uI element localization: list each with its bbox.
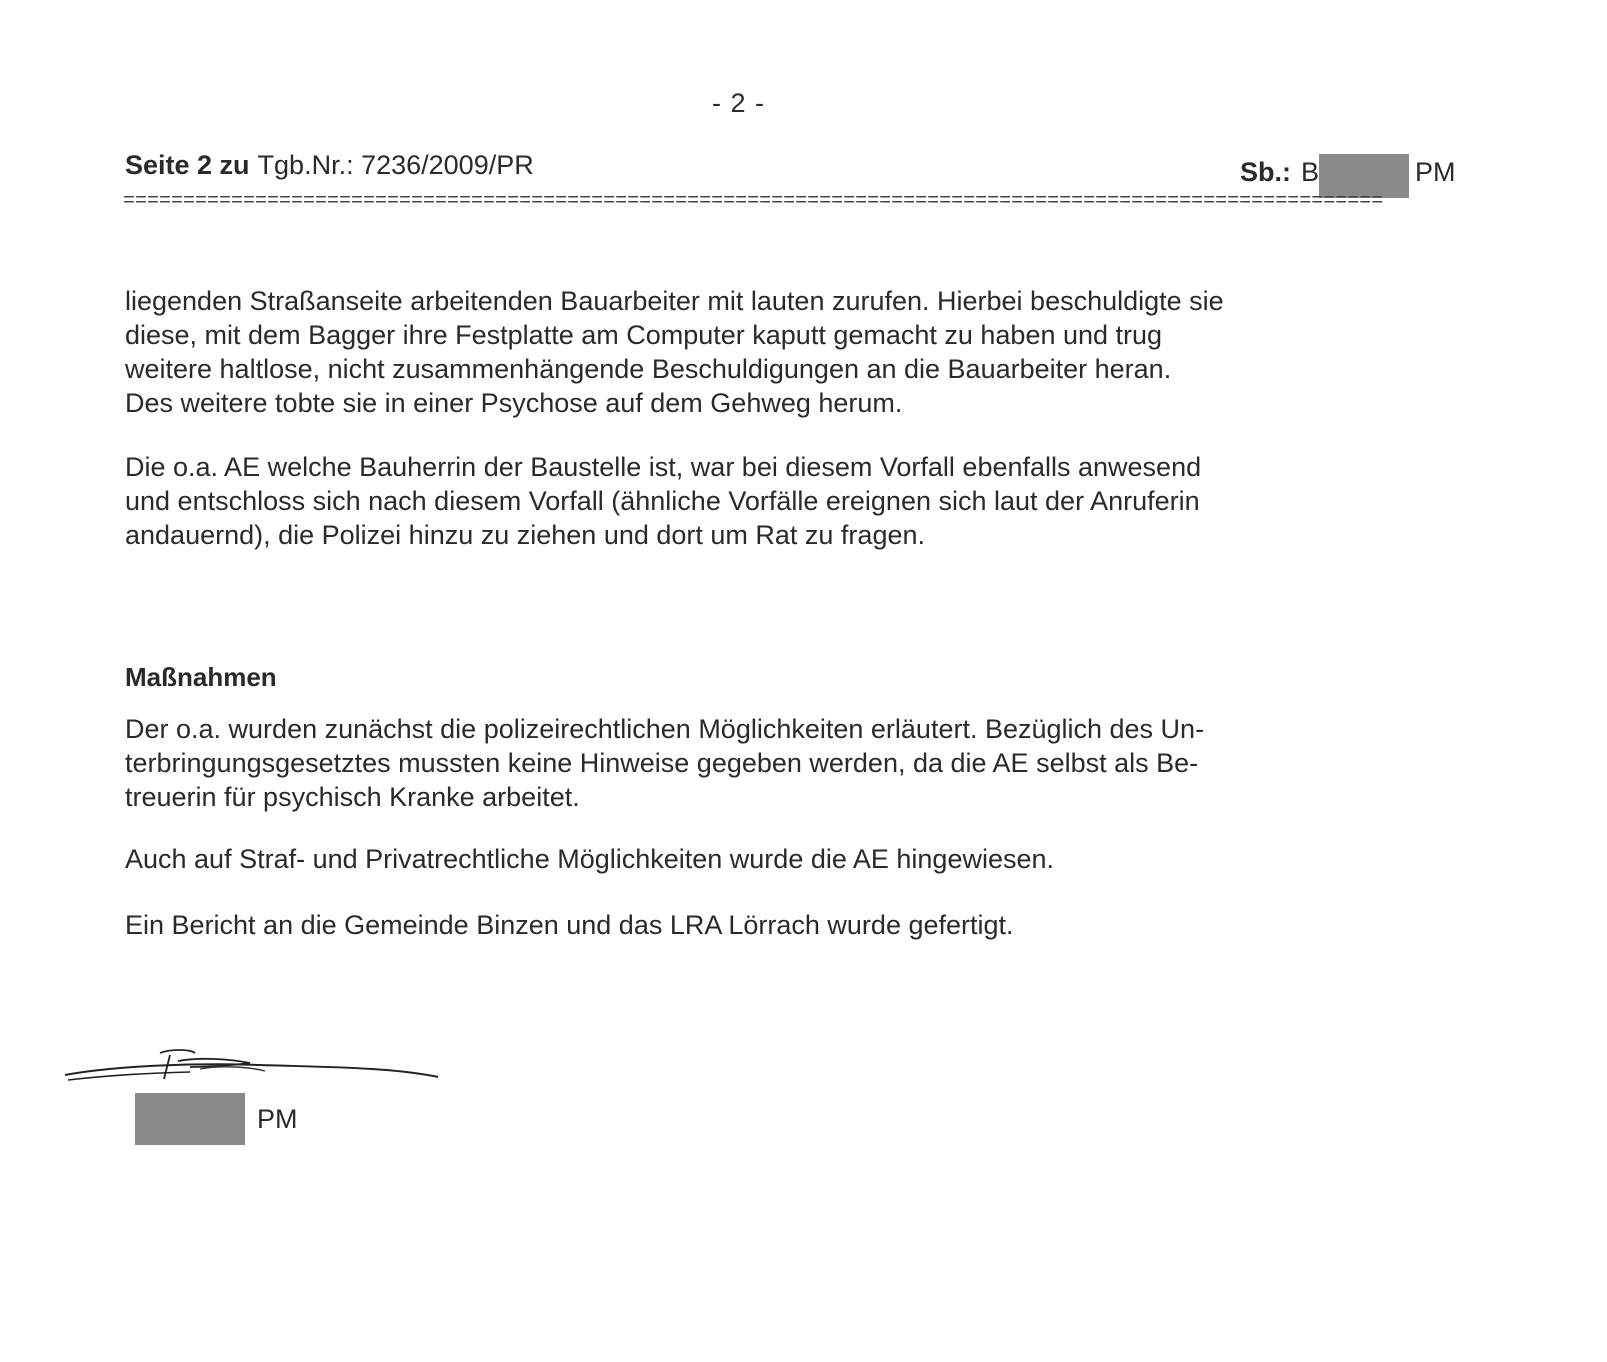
case-officer-label: Sb.: bbox=[1240, 156, 1291, 187]
handwritten-signature bbox=[60, 1045, 460, 1095]
page-reference-label: Seite 2 zu bbox=[125, 150, 250, 180]
case-officer-rank: PM bbox=[1415, 156, 1456, 187]
journal-number: Tgb.Nr.: 7236/2009/PR bbox=[257, 150, 534, 180]
paragraph-report bbox=[125, 908, 1425, 942]
text-line: weitere haltlose, nicht zusammenhängende Beschuldigungen an die Bauarbeiter heran. bbox=[125, 354, 1172, 384]
text-line: treuerin für psychisch Kranke arbeitet. bbox=[125, 782, 580, 812]
document-reference bbox=[125, 150, 534, 181]
text-line: terbringungsgesetztes mussten keine Hinweise gegeben werden, da die AE selbst als Be- bbox=[125, 748, 1199, 778]
signature-redaction-box bbox=[135, 1093, 245, 1145]
text-line: Auch auf Straf- und Privatrechtliche Möglichkeiten wurde die AE hingewiesen. bbox=[125, 844, 1055, 874]
text-line: und entschloss sich nach diesem Vorfall (ähnliche Vorfälle ereignen sich laut der Anruferin bbox=[125, 486, 1200, 516]
text-line: liegenden Straßanseite arbeitenden Bauarbeiter mit lauten zurufen. Hierbei beschuldigte sie bbox=[125, 286, 1224, 316]
header-divider: ========================================================================================================= bbox=[123, 190, 1384, 212]
text-line: Die o.a. AE welche Bauherrin der Baustelle ist, war bei diesem Vorfall ebenfalls anwesend bbox=[125, 452, 1202, 482]
paragraph-legal-options bbox=[125, 842, 1425, 876]
paragraph-incident bbox=[125, 284, 1425, 420]
section-heading-measures: Maßnahmen bbox=[125, 662, 277, 692]
case-officer-initial: B bbox=[1301, 156, 1320, 187]
text-line: andauernd), die Polizei hinzu zu ziehen und dort um Rat zu fragen. bbox=[125, 520, 925, 550]
case-officer bbox=[1240, 150, 1456, 194]
paragraph-measures bbox=[125, 712, 1425, 814]
signature-rank: PM bbox=[257, 1104, 298, 1134]
text-line: Des weitere tobte sie in einer Psychose auf dem Gehweg herum. bbox=[125, 388, 903, 418]
text-line: Ein Bericht an die Gemeinde Binzen und das LRA Lörrach wurde gefertigt. bbox=[125, 910, 1014, 940]
paragraph-complainant bbox=[125, 450, 1425, 552]
text-line: Der o.a. wurden zunächst die polizeirechtlichen Möglichkeiten erläutert. Bezüglich des Un- bbox=[125, 714, 1205, 744]
page-number: - 2 - bbox=[712, 88, 766, 118]
text-line: diese, mit dem Bagger ihre Festplatte am Computer kaputt gemacht zu haben und trug bbox=[125, 320, 1163, 350]
